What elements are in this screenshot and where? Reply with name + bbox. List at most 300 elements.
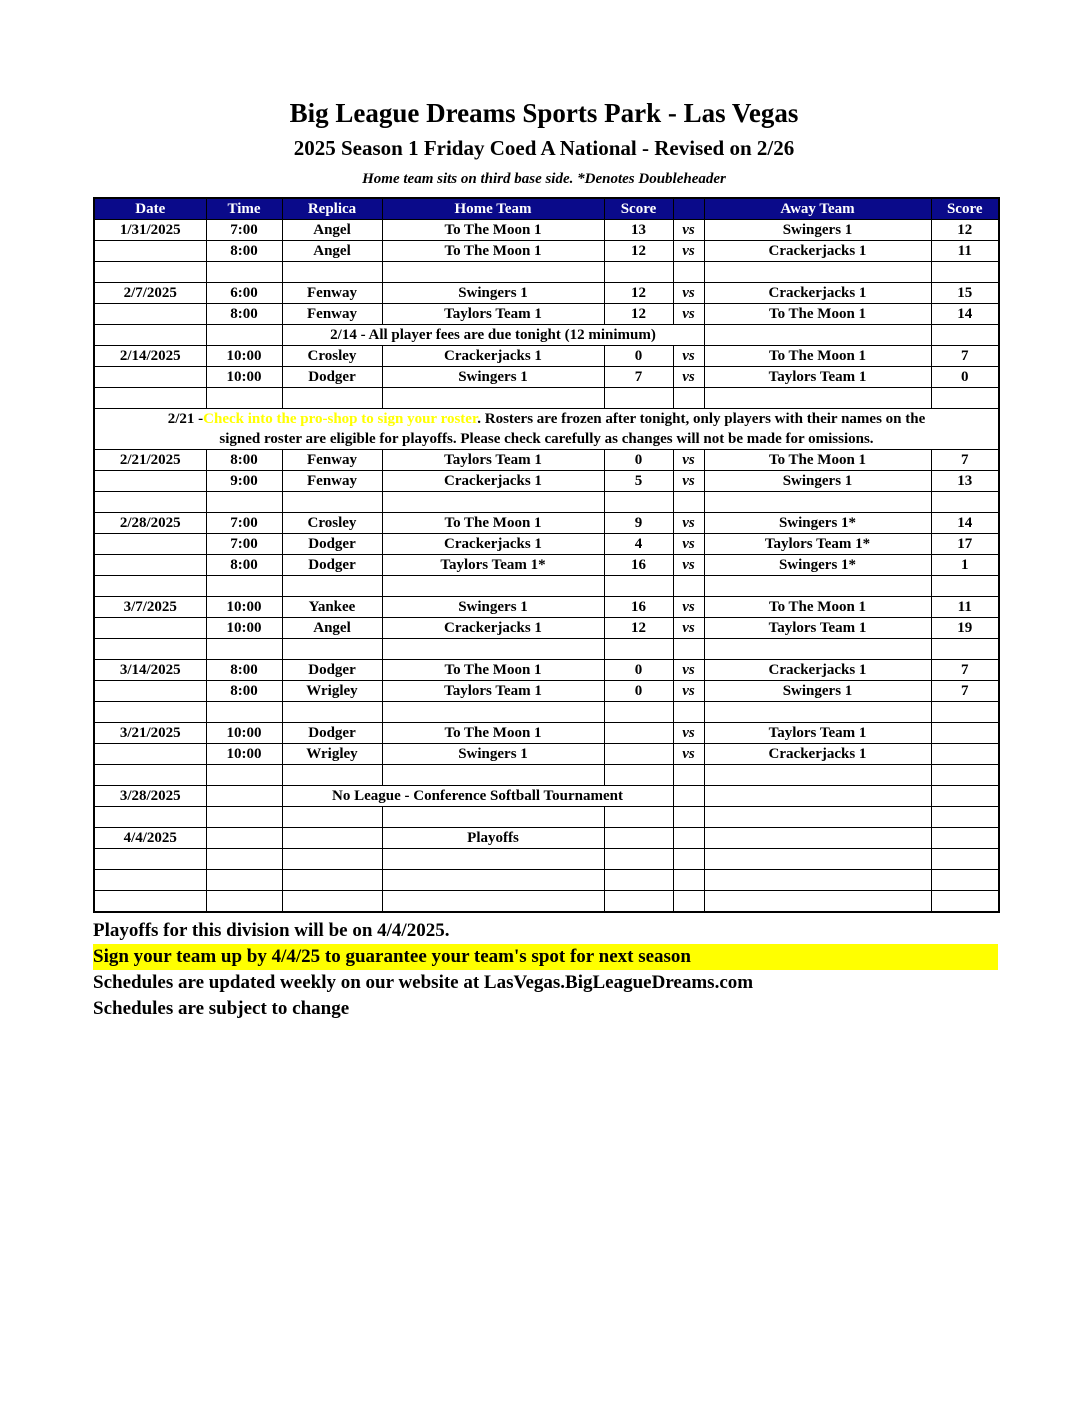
home-team-cell: To The Moon 1 — [382, 723, 604, 744]
home-score-cell: 0 — [604, 681, 673, 702]
time-cell — [206, 807, 282, 828]
vs-cell: vs — [673, 513, 704, 534]
game-row — [94, 681, 999, 702]
time-cell: 8:00 — [206, 681, 282, 702]
date-cell — [94, 639, 206, 660]
replica-cell — [282, 639, 382, 660]
separator-row — [94, 765, 999, 786]
home-team-cell: Swingers 1 — [382, 283, 604, 304]
time-cell — [206, 849, 282, 870]
game-row — [94, 220, 999, 241]
away-score-cell — [931, 765, 999, 786]
away-score-cell: 1 — [931, 555, 999, 576]
away-team-cell — [704, 765, 931, 786]
vs-cell — [673, 702, 704, 723]
away-team-cell: Taylors Team 1 — [704, 618, 931, 639]
away-score-cell — [931, 828, 999, 849]
table-header — [94, 198, 999, 220]
home-score-cell — [604, 492, 673, 513]
away-team-cell: Crackerjacks 1 — [704, 241, 931, 262]
replica-cell: Fenway — [282, 450, 382, 471]
time-cell — [206, 325, 282, 346]
replica-cell: Dodger — [282, 555, 382, 576]
vs-cell: vs — [673, 534, 704, 555]
time-cell — [206, 702, 282, 723]
date-cell — [94, 744, 206, 765]
time-cell — [206, 765, 282, 786]
home-team-cell: Taylors Team 1 — [382, 681, 604, 702]
home-score-cell — [604, 702, 673, 723]
header-cell-score: Score — [931, 198, 999, 220]
game-row — [94, 367, 999, 388]
home-team-cell — [382, 849, 604, 870]
game-row — [94, 723, 999, 744]
time-cell — [206, 262, 282, 283]
game-row — [94, 513, 999, 534]
footer-signup-note: Sign your team up by 4/4/25 to guarantee your team's spot for next season — [93, 944, 998, 970]
game-row — [94, 450, 999, 471]
home-team-cell — [382, 262, 604, 283]
away-team-cell: Swingers 1 — [704, 220, 931, 241]
replica-cell: Wrigley — [282, 681, 382, 702]
home-team-cell: Taylors Team 1* — [382, 555, 604, 576]
home-team-cell — [382, 702, 604, 723]
vs-cell — [673, 388, 704, 409]
away-score-cell — [931, 786, 999, 807]
date-cell: 3/7/2025 — [94, 597, 206, 618]
date-cell — [94, 618, 206, 639]
vs-cell: vs — [673, 660, 704, 681]
notice-text: 2/14 - All player fees are due tonight (12 minimum) — [282, 325, 704, 346]
time-cell: 8:00 — [206, 555, 282, 576]
replica-cell: Crosley — [282, 346, 382, 367]
date-cell: 4/4/2025 — [94, 828, 206, 849]
time-cell: 10:00 — [206, 367, 282, 388]
away-score-cell: 15 — [931, 283, 999, 304]
away-score-cell — [931, 576, 999, 597]
date-cell — [94, 262, 206, 283]
date-cell — [94, 807, 206, 828]
separator-row — [94, 262, 999, 283]
home-team-cell: Swingers 1 — [382, 744, 604, 765]
vs-cell — [673, 576, 704, 597]
replica-cell: Angel — [282, 220, 382, 241]
home-score-cell: 0 — [604, 450, 673, 471]
home-score-cell: 5 — [604, 471, 673, 492]
page-subtitle: 2025 Season 1 Friday Coed A National - Revised on 2/26 — [293, 136, 795, 160]
home-team-cell — [382, 639, 604, 660]
schedule-table — [93, 197, 1000, 913]
tournament-text: No League - Conference Softball Tournament — [282, 786, 673, 807]
replica-cell: Dodger — [282, 367, 382, 388]
time-cell: 8:00 — [206, 304, 282, 325]
away-score-cell — [931, 325, 999, 346]
time-cell — [206, 576, 282, 597]
away-team-cell — [704, 262, 931, 283]
home-score-cell: 12 — [604, 618, 673, 639]
replica-cell — [282, 492, 382, 513]
home-score-cell — [604, 262, 673, 283]
away-score-cell: 19 — [931, 618, 999, 639]
date-cell: 2/28/2025 — [94, 513, 206, 534]
time-cell — [206, 388, 282, 409]
event-row — [94, 828, 999, 849]
game-row — [94, 660, 999, 681]
date-cell — [94, 388, 206, 409]
separator-row — [94, 492, 999, 513]
alert-line-1 — [95, 409, 998, 429]
away-score-cell: 12 — [931, 220, 999, 241]
away-team-cell: Taylors Team 1* — [704, 534, 931, 555]
time-cell: 9:00 — [206, 471, 282, 492]
home-team-cell: To The Moon 1 — [382, 220, 604, 241]
home-score-cell — [604, 828, 673, 849]
away-team-cell — [704, 891, 931, 913]
tournament-row — [94, 786, 999, 807]
replica-cell: Crosley — [282, 513, 382, 534]
home-score-cell: 16 — [604, 555, 673, 576]
game-row — [94, 241, 999, 262]
alert-line-2: signed roster are eligible for playoffs. Please check carefully as changes will not be made for omissions. — [219, 431, 874, 447]
away-team-cell — [704, 388, 931, 409]
replica-cell — [282, 807, 382, 828]
away-score-cell — [931, 492, 999, 513]
time-cell — [206, 639, 282, 660]
home-team-cell: Crackerjacks 1 — [382, 534, 604, 555]
away-team-cell — [704, 639, 931, 660]
home-team-cell: To The Moon 1 — [382, 513, 604, 534]
away-score-cell: 13 — [931, 471, 999, 492]
time-cell — [206, 891, 282, 913]
vs-cell — [673, 786, 704, 807]
time-cell: 10:00 — [206, 346, 282, 367]
home-score-cell: 13 — [604, 220, 673, 241]
separator-row — [94, 891, 999, 913]
vs-cell — [673, 262, 704, 283]
vs-cell — [673, 891, 704, 913]
time-cell: 7:00 — [206, 220, 282, 241]
away-score-cell: 17 — [931, 534, 999, 555]
away-team-cell: To The Moon 1 — [704, 597, 931, 618]
vs-cell: vs — [673, 346, 704, 367]
home-team-cell — [382, 492, 604, 513]
home-score-cell: 9 — [604, 513, 673, 534]
replica-cell — [282, 828, 382, 849]
away-score-cell — [931, 702, 999, 723]
date-cell — [94, 492, 206, 513]
away-team-cell: To The Moon 1 — [704, 346, 931, 367]
home-team-cell — [382, 891, 604, 913]
away-team-cell: Swingers 1 — [704, 471, 931, 492]
away-score-cell — [931, 639, 999, 660]
away-team-cell — [704, 492, 931, 513]
time-cell: 6:00 — [206, 283, 282, 304]
home-team-cell: To The Moon 1 — [382, 241, 604, 262]
time-cell — [206, 786, 282, 807]
page-note: Home team sits on third base side. *Denotes Doubleheader — [362, 171, 726, 187]
date-cell — [94, 891, 206, 913]
alert-highlight: Check into the pro-shop to sign your roster — [203, 411, 478, 427]
time-cell: 10:00 — [206, 618, 282, 639]
home-score-cell: 0 — [604, 660, 673, 681]
vs-cell: vs — [673, 283, 704, 304]
game-row — [94, 618, 999, 639]
home-score-cell — [604, 891, 673, 913]
time-cell: 7:00 — [206, 513, 282, 534]
time-cell — [206, 492, 282, 513]
home-score-cell — [604, 765, 673, 786]
away-team-cell: Crackerjacks 1 — [704, 744, 931, 765]
vs-cell — [673, 639, 704, 660]
game-row — [94, 346, 999, 367]
replica-cell: Angel — [282, 241, 382, 262]
vs-cell: vs — [673, 241, 704, 262]
away-team-cell — [704, 849, 931, 870]
footer-notes — [93, 918, 998, 1022]
replica-cell: Wrigley — [282, 744, 382, 765]
alert-date: 2/21 - — [167, 411, 204, 427]
game-row — [94, 534, 999, 555]
time-cell: 10:00 — [206, 744, 282, 765]
away-score-cell — [931, 388, 999, 409]
home-score-cell — [604, 744, 673, 765]
replica-cell — [282, 702, 382, 723]
header-cell-home-team: Home Team — [382, 198, 604, 220]
vs-cell: vs — [673, 723, 704, 744]
home-team-cell — [382, 807, 604, 828]
replica-cell: Angel — [282, 618, 382, 639]
away-team-cell — [704, 325, 931, 346]
replica-cell: Fenway — [282, 304, 382, 325]
replica-cell — [282, 576, 382, 597]
home-team-cell: To The Moon 1 — [382, 660, 604, 681]
away-score-cell: 7 — [931, 450, 999, 471]
game-row — [94, 283, 999, 304]
replica-cell: Fenway — [282, 283, 382, 304]
away-team-cell: Swingers 1* — [704, 555, 931, 576]
footer-website-note: Schedules are updated weekly on our website at LasVegas.BigLeagueDreams.com — [93, 972, 754, 993]
date-cell — [94, 576, 206, 597]
home-score-cell: 12 — [604, 304, 673, 325]
separator-row — [94, 639, 999, 660]
date-cell: 2/14/2025 — [94, 346, 206, 367]
time-cell — [206, 870, 282, 891]
away-score-cell — [931, 262, 999, 283]
vs-cell: vs — [673, 220, 704, 241]
header-cell-time: Time — [206, 198, 282, 220]
away-score-cell: 7 — [931, 681, 999, 702]
replica-cell: Fenway — [282, 471, 382, 492]
vs-cell: vs — [673, 555, 704, 576]
footer-playoffs-note: Playoffs for this division will be on 4/4/2025. — [93, 920, 450, 941]
header-cell-score: Score — [604, 198, 673, 220]
vs-cell: vs — [673, 744, 704, 765]
away-team-cell — [704, 870, 931, 891]
header-row — [94, 198, 999, 220]
away-team-cell — [704, 786, 931, 807]
vs-cell: vs — [673, 681, 704, 702]
date-cell — [94, 681, 206, 702]
date-cell — [94, 304, 206, 325]
away-team-cell: Swingers 1* — [704, 513, 931, 534]
replica-cell: Yankee — [282, 597, 382, 618]
game-row — [94, 555, 999, 576]
header-cell-replica: Replica — [282, 198, 382, 220]
date-cell — [94, 241, 206, 262]
home-team-cell: Swingers 1 — [382, 597, 604, 618]
vs-cell — [673, 492, 704, 513]
away-score-cell: 7 — [931, 660, 999, 681]
away-score-cell — [931, 744, 999, 765]
away-score-cell — [931, 723, 999, 744]
vs-cell — [673, 765, 704, 786]
away-score-cell — [931, 870, 999, 891]
blank-row — [94, 870, 999, 891]
vs-cell: vs — [673, 304, 704, 325]
date-cell — [94, 765, 206, 786]
separator-row — [94, 807, 999, 828]
header-cell-away-team: Away Team — [704, 198, 931, 220]
vs-cell — [673, 870, 704, 891]
home-score-cell — [604, 807, 673, 828]
away-team-cell — [704, 702, 931, 723]
home-team-cell: Crackerjacks 1 — [382, 346, 604, 367]
home-score-cell — [604, 849, 673, 870]
home-score-cell: 16 — [604, 597, 673, 618]
notice-row — [94, 325, 999, 346]
date-cell — [94, 534, 206, 555]
header-cell-date: Date — [94, 198, 206, 220]
home-score-cell: 7 — [604, 367, 673, 388]
date-cell — [94, 471, 206, 492]
home-score-cell — [604, 639, 673, 660]
footer-change-note: Schedules are subject to change — [93, 998, 350, 1019]
away-score-cell — [931, 807, 999, 828]
home-score-cell — [604, 388, 673, 409]
replica-cell — [282, 262, 382, 283]
date-cell: 1/31/2025 — [94, 220, 206, 241]
home-score-cell: 4 — [604, 534, 673, 555]
page-title: Big League Dreams Sports Park - Las Vegas — [289, 98, 799, 128]
separator-row — [94, 702, 999, 723]
vs-cell: vs — [673, 450, 704, 471]
vs-cell: vs — [673, 471, 704, 492]
away-score-cell — [931, 849, 999, 870]
date-cell — [94, 849, 206, 870]
home-score-cell: 12 — [604, 283, 673, 304]
home-team-cell — [382, 870, 604, 891]
date-cell: 3/14/2025 — [94, 660, 206, 681]
home-team-cell: Taylors Team 1 — [382, 304, 604, 325]
replica-cell — [282, 870, 382, 891]
home-team-cell: Playoffs — [382, 828, 604, 849]
date-cell — [94, 870, 206, 891]
alert-row — [94, 409, 999, 450]
game-row — [94, 471, 999, 492]
replica-cell — [282, 849, 382, 870]
blank-row — [94, 849, 999, 870]
home-score-cell: 0 — [604, 346, 673, 367]
alert-banner — [94, 409, 999, 450]
away-score-cell: 7 — [931, 346, 999, 367]
home-score-cell — [604, 870, 673, 891]
vs-cell — [673, 807, 704, 828]
away-score-cell: 14 — [931, 304, 999, 325]
game-row — [94, 597, 999, 618]
date-cell: 3/21/2025 — [94, 723, 206, 744]
separator-row — [94, 576, 999, 597]
game-row — [94, 744, 999, 765]
vs-cell: vs — [673, 618, 704, 639]
alert-rest: . Rosters are frozen after tonight, only players with their names on the — [477, 411, 926, 427]
time-cell: 8:00 — [206, 660, 282, 681]
vs-cell — [673, 849, 704, 870]
schedule-body — [94, 220, 999, 913]
away-team-cell: Taylors Team 1 — [704, 367, 931, 388]
vs-cell: vs — [673, 597, 704, 618]
away-score-cell: 0 — [931, 367, 999, 388]
home-team-cell: Swingers 1 — [382, 367, 604, 388]
away-score-cell: 11 — [931, 241, 999, 262]
time-cell: 8:00 — [206, 241, 282, 262]
home-team-cell — [382, 576, 604, 597]
away-score-cell: 11 — [931, 597, 999, 618]
home-team-cell: Crackerjacks 1 — [382, 618, 604, 639]
time-cell: 10:00 — [206, 597, 282, 618]
home-score-cell: 12 — [604, 241, 673, 262]
home-score-cell — [604, 723, 673, 744]
time-cell — [206, 828, 282, 849]
replica-cell — [282, 891, 382, 913]
date-cell: 3/28/2025 — [94, 786, 206, 807]
away-team-cell: To The Moon 1 — [704, 304, 931, 325]
away-team-cell — [704, 807, 931, 828]
home-team-cell — [382, 388, 604, 409]
replica-cell — [282, 388, 382, 409]
away-team-cell: To The Moon 1 — [704, 450, 931, 471]
replica-cell: Dodger — [282, 534, 382, 555]
replica-cell: Dodger — [282, 660, 382, 681]
replica-cell: Dodger — [282, 723, 382, 744]
game-row — [94, 304, 999, 325]
time-cell: 10:00 — [206, 723, 282, 744]
time-cell: 8:00 — [206, 450, 282, 471]
replica-cell — [282, 765, 382, 786]
vs-cell — [673, 828, 704, 849]
away-team-cell: Crackerjacks 1 — [704, 283, 931, 304]
date-cell: 2/21/2025 — [94, 450, 206, 471]
date-cell — [94, 555, 206, 576]
home-team-cell: Taylors Team 1 — [382, 450, 604, 471]
away-score-cell: 14 — [931, 513, 999, 534]
home-team-cell: Crackerjacks 1 — [382, 471, 604, 492]
away-score-cell — [931, 891, 999, 913]
away-team-cell: Swingers 1 — [704, 681, 931, 702]
date-cell — [94, 367, 206, 388]
date-cell — [94, 325, 206, 346]
away-team-cell — [704, 576, 931, 597]
vs-cell: vs — [673, 367, 704, 388]
header-cell-vs — [673, 198, 704, 220]
date-cell: 2/7/2025 — [94, 283, 206, 304]
home-team-cell — [382, 765, 604, 786]
away-team-cell: Crackerjacks 1 — [704, 660, 931, 681]
home-score-cell — [604, 576, 673, 597]
date-cell — [94, 702, 206, 723]
separator-row — [94, 388, 999, 409]
time-cell: 7:00 — [206, 534, 282, 555]
away-team-cell: Taylors Team 1 — [704, 723, 931, 744]
